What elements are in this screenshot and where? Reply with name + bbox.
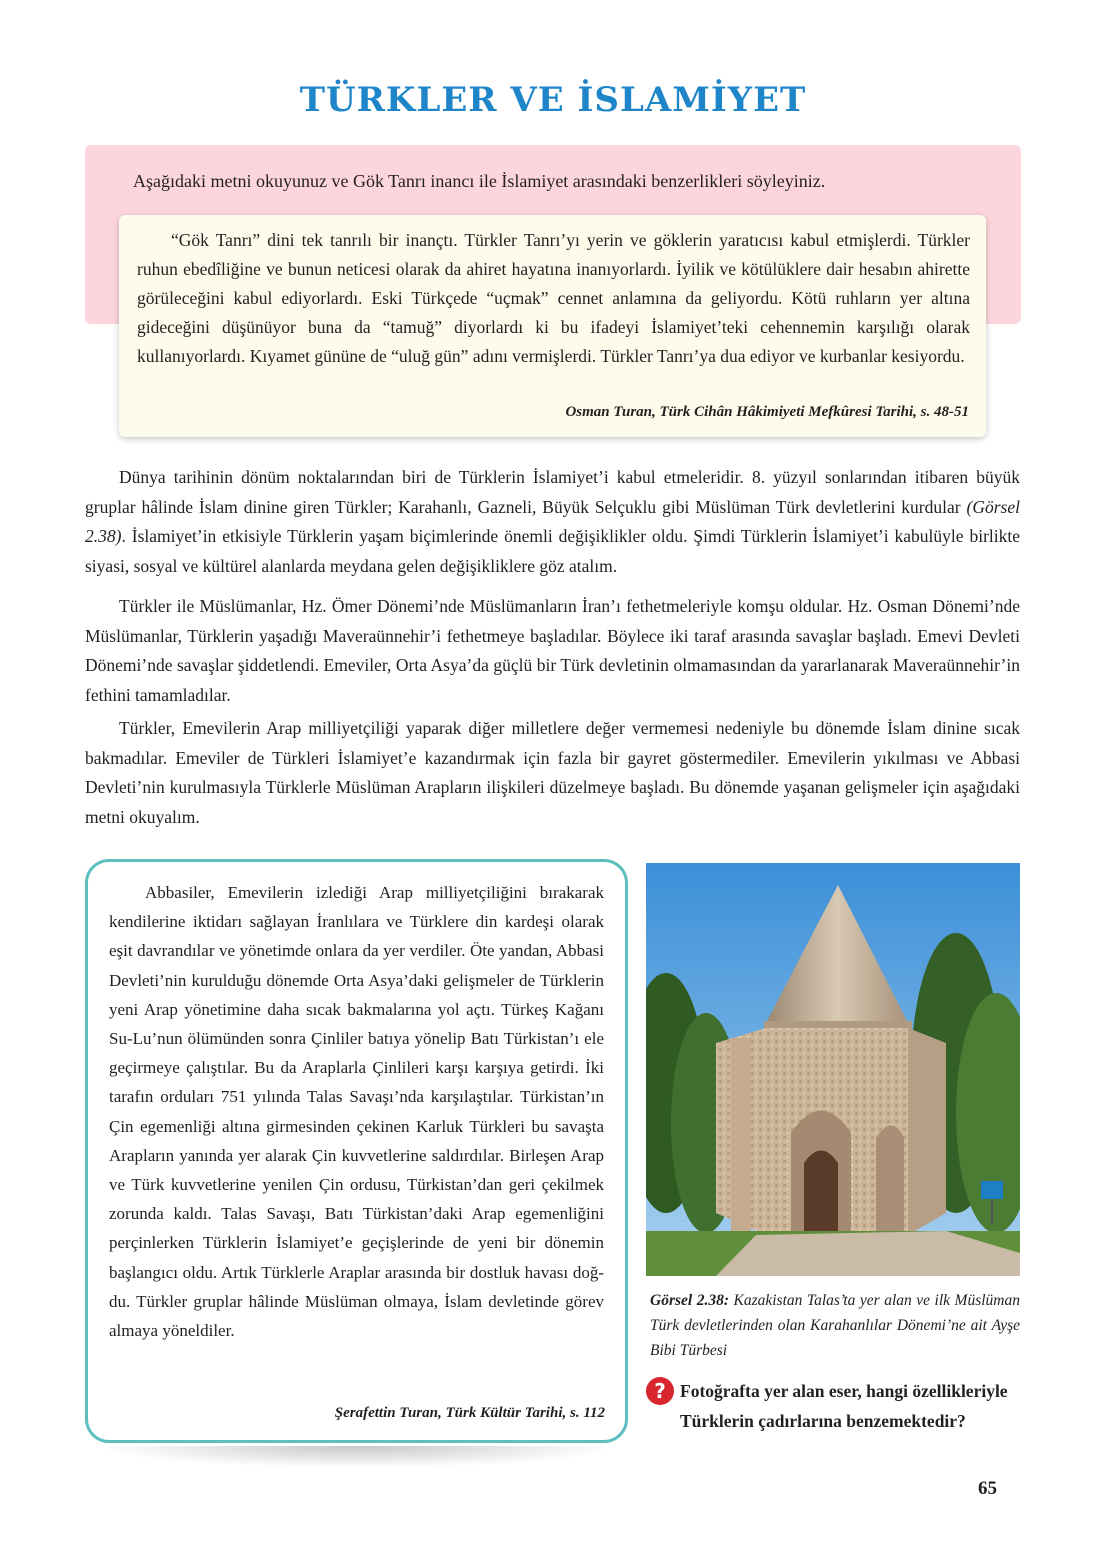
reading-source: Şerafettin Turan, Türk Kültür Tarihi, s. 112 <box>334 1405 605 1421</box>
quote-source: Osman Turan, Türk Cihân Hâkimiyeti Mefkûresi Tarihi, s. 48-51 <box>565 404 969 420</box>
figure-reference: (Görsel 2.38) <box>85 496 1020 546</box>
figure-caption-text: Kazakistan Talas’ta yer alan ve ilk Müslüman Türk devletlerinden olan Karahanlılar Dönemi’ne ait Ayşe Bibi Türbesi <box>650 1292 1020 1359</box>
figure-caption <box>650 1288 1020 1363</box>
aisha-bibi-mausoleum-image <box>646 863 1020 1276</box>
body-paragraph-1-start: Dünya tarihinin dönüm noktalarından biri de Türklerin İslamiyet’i kabul etmeleridir. 8. yüzyıl sonlarından itibaren büyük gruplar hâlinde İslam dinine giren Türkler; Karahanlı, Gazneli, Büyük Selçuklu gibi Müslüman Türk devletlerini kurdular <box>85 467 1020 517</box>
mausoleum-photo <box>646 863 1020 1276</box>
body-paragraph-1 <box>85 463 1020 581</box>
body-paragraph-2: Türkler ile Müslümanlar, Hz. Ömer Dönemi’nde Müslümanların İran’ı fethetmeleriyle komşu oldular. Hz. Osman Dönemi’nde Müslümanlar, Türklerin yaşadığı Maveraünnehir’i fethetmeye başladılar. Böylece iki taraf arasında savaşlar başladı. Emevi Devleti Dönemi’nde savaşlar şiddetlendi. Emeviler, Orta Asya’da güçlü bir Türk devletinin olmamasından da yararlanarak Maveraünnehir’in fethini tamamladılar. <box>85 596 1020 705</box>
body-paragraph-3: Türkler, Emevilerin Arap milliyetçiliği yaparak diğer milletlere değer vermemesi nedeniyle bu dönemde İslam dinine sıcak bakmadılar. Emeviler de Türkleri İslamiyet’e kazandırmak için fazla bir gayret göstermediler. Emevilerin yıkılması ve Abbasi Devleti’nin kurulmasıyla Türklerle Müslüman Arapların ilişkileri düzelmeye başladı. Bu dönemde yaşanan gelişmeler için aşağıdaki metni okuyalım. <box>85 718 1020 827</box>
question-icon: ? <box>646 1377 674 1405</box>
reading-box-shadow <box>95 1446 620 1468</box>
question-text: Fotoğrafta yer alan eser, hangi özellikleriyle Türklerin çadırlarına benzemektedir? <box>680 1381 1008 1431</box>
activity-instruction: Aşağıdaki metni okuyunuz ve Gök Tanrı inancı ile İslamiyet arasındaki benzerlikleri söyleyiniz. <box>133 171 826 191</box>
page-title: TÜRKLER VE İSLAMİYET <box>299 80 807 120</box>
figure-label: Görsel 2.38: <box>650 1292 729 1309</box>
reading-text: Abbasiler, Emevilerin izlediği Arap milliyetçiliğini bırakarak kendilerine iktidarı sağlayan İranlılara ve Türklere din kardeşi olarak eşit davrandılar ve yönetimde onlara da yer verdiler. Öte yandan, Abbasi Devleti’nin kurulduğu dönemde Orta Asya’daki gelişmeler de Türklerin yeni Arap yönetimine daha sıcak bakmalarına yol açtı. Türkeş Kağanı Su-Lu’nun ölümünden sonra Çinliler batıya yönelip Batı Türkistan’ı ele geçirmeye çalıştılar. Bu da Araplarla Çinlileri karşı karşıya getirdi. İki tarafın orduları 751 yılında Talas Savaşı’nda karşılaştılar. Türkistan’ın Çin egemenliği altına girmesinden çekinen Karluk Türkleri bu savaşta Arapların yanında yer alarak Çin kuvvetlerine saldırdılar. Birleşen Arap ve Türk kuvvetlerine yenilen Çin ordusu, Türkistan’dan geri çekilmek zorunda kaldı. Talas Savaşı, Batı Türkistan’daki Arap egemenliğini perçinlerken Türklerin İslamiyet’e geçişlerinde de yeni bir dönemin başlangıcı oldu. Artık Türklerle Araplar arasında bir dostluk havası doğdu. Türkler gruplar hâlinde Müslüman olmaya, İslam devletinde görev almaya yöneldiler. <box>109 883 604 1341</box>
quote-text: “Gök Tanrı” dini tek tanrılı bir inançtı. Türkler Tanrı’yı yerin ve göklerin yaratıcısı kabul etmişlerdi. Türkler ruhun ebedîliğine ve bunun neticesi olarak da ahiret hayatına inanıyorlardı. İyilik ve kötülüklere dair hesabın ahirette görüleceğini kabul ediyorlardı. Eski Türkçede “uçmak” cennet anlamına da geliyordu. Kötü ruhların yer altına gideceğini düşünüyor buna da “tamuğ” diyorlardı ki bu ifadeyi İslamiyet’teki cehennemin karşılığı olarak kullanıyorlardı. Kıyamet gününe de “uluğ gün” adını vermişlerdi. Türkler Tanrı’ya dua ediyor ve kurbanlar kesiyordu. <box>137 230 970 366</box>
page-number: 65 <box>978 1478 997 1499</box>
body-paragraph-1-end: . İslamiyet’in etkisiyle Türklerin yaşam biçimlerinde önemli değişiklikler oldu. Şimdi Türklerin İslamiyet’i kabulüyle birlikte siyasi, sosyal ve kültürel alanlarda meydana gelen değişikliklere göz atalım. <box>85 526 1020 576</box>
